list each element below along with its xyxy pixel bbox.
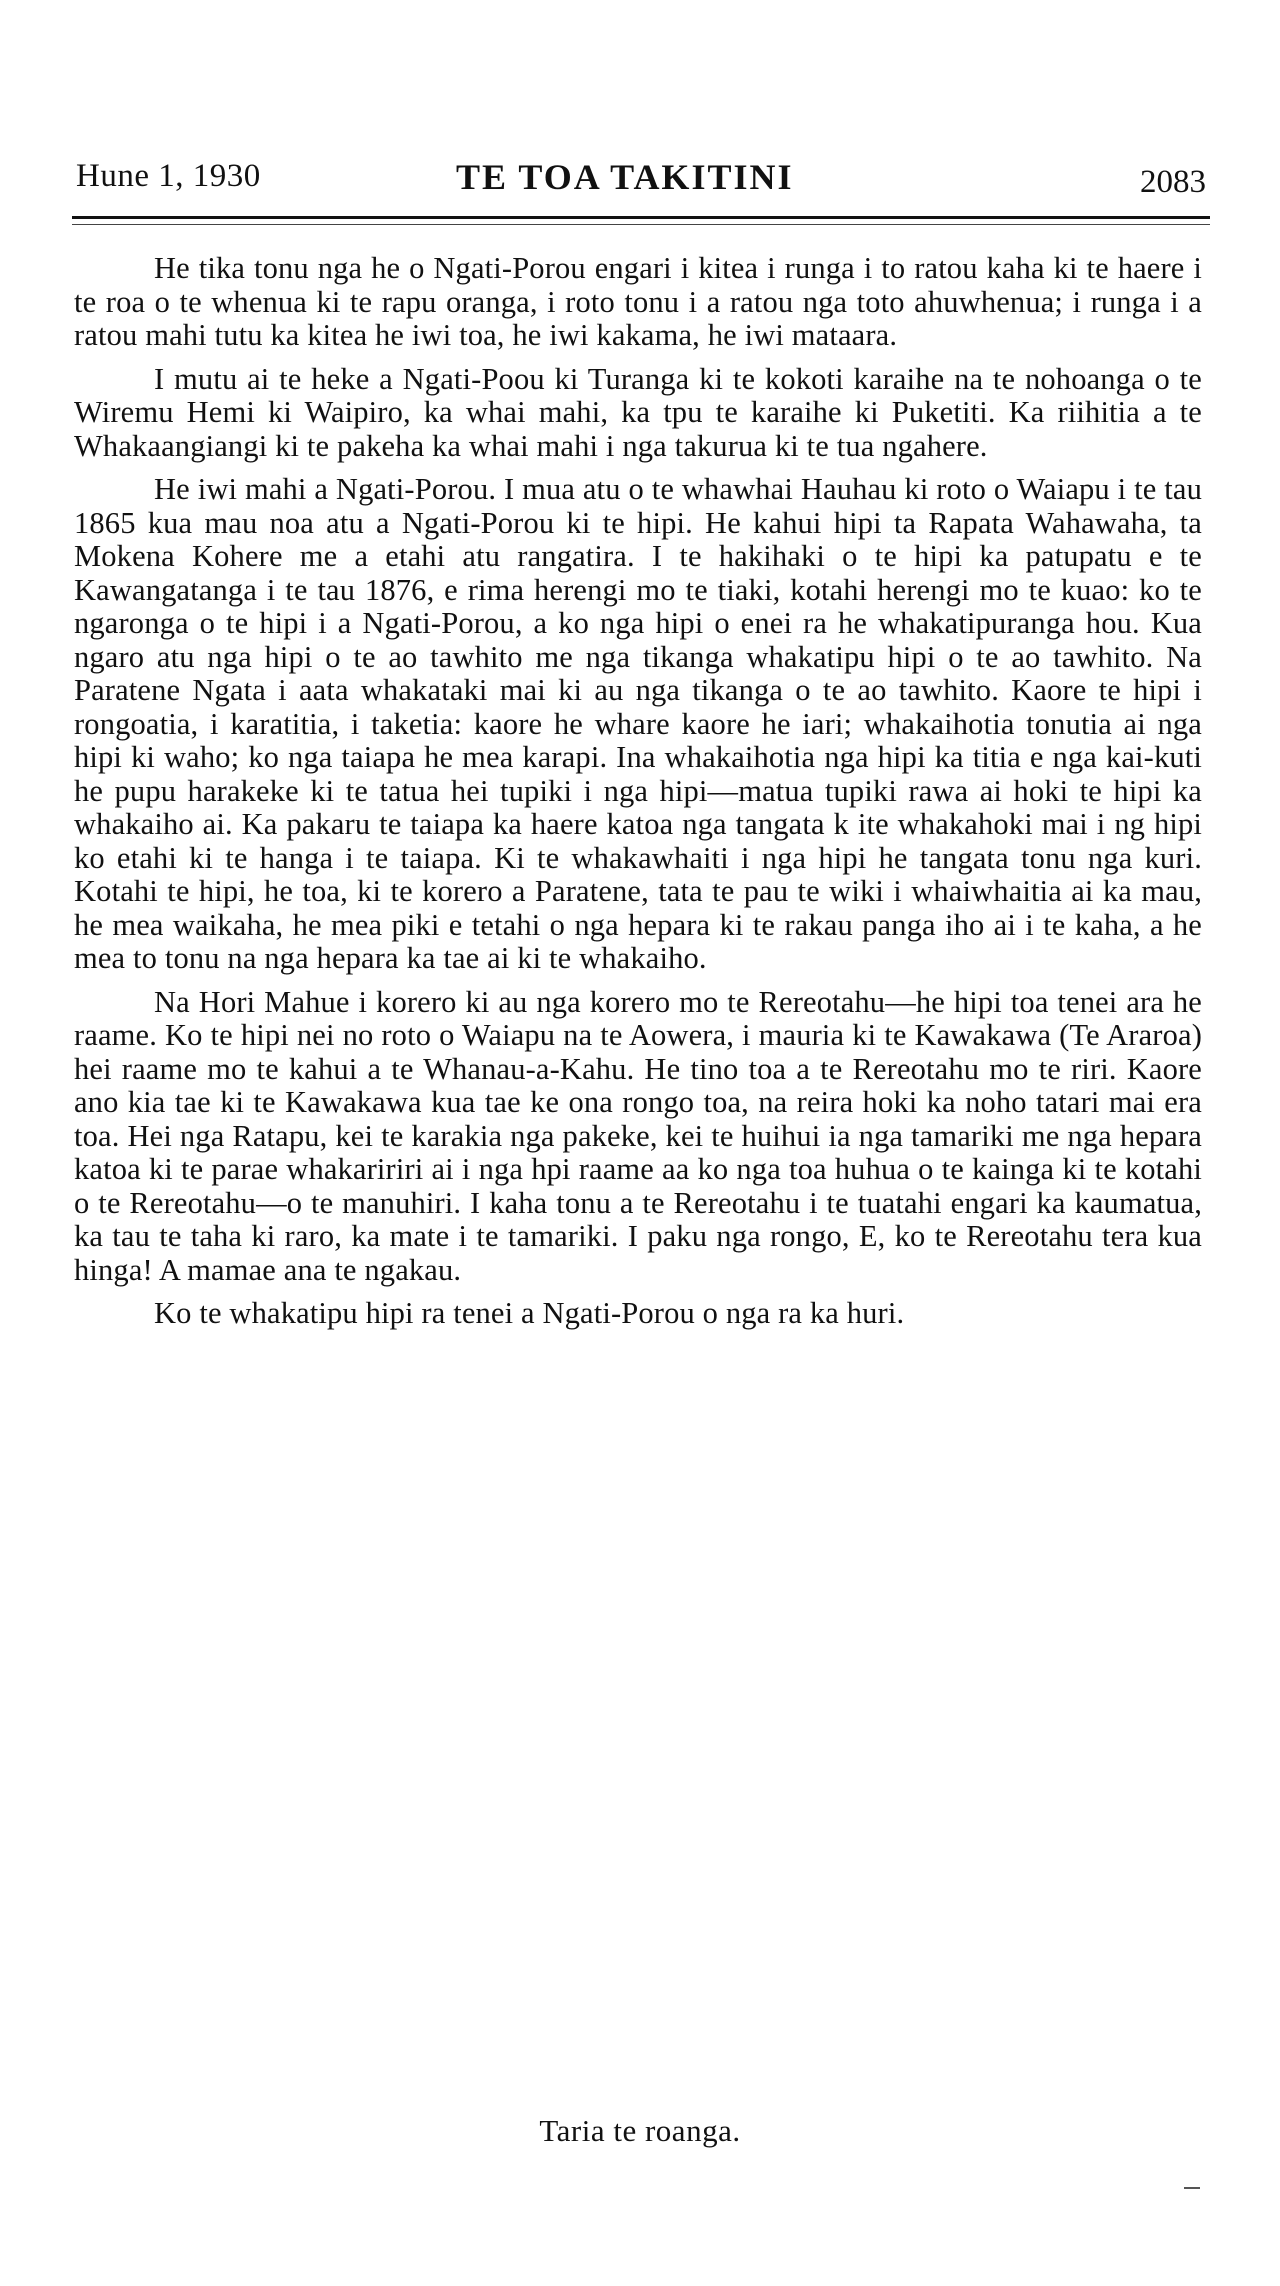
publication-title: TE TOA TAKITINI xyxy=(456,157,794,197)
page-header xyxy=(76,158,1206,206)
header-rule-thin xyxy=(72,224,1210,225)
paragraph: Na Hori Mahue i korero ki au nga korero mo te Rereotahu—he hipi toa tenei ara he raame. Ko te hipi nei no roto o Waiapu na te Aowera, i mauria ki te Kawakawa (Te Araroa) hei raame mo te kahui a te Whanau-a-Kahu. He tino toa a te Rereotahu mo te riri. Kaore ano kia tae ki te Kawakawa kua tae ke ona rongo toa, na reira hoki ka noho tatari mai era toa. Hei nga Ratapu, kei te karakia nga pakeke, kei te huihui ia nga tamariki me nga hepara katoa ki te parae whakaririri ai i nga hpi raame aa ko nga toa huhua o te kainga ki te kotahi o te Rereotahu—o te manuhiri. I kaha tonu a te Rereotahu i te tuatahi engari ka kaumatua, ka tau te taha ki raro, ka mate i te tamariki. I paku nga rongo, E, ko te Rereotahu tera kua hinga! A mamae ana te ngakau. xyxy=(74,984,1202,1287)
paragraph: He iwi mahi a Ngati-Porou. I mua atu o te whawhai Hauhau ki roto o Waiapu i te tau 1865 kua mau noa atu a Ngati-Porou ki te hipi. He kahui hipi ta Rapata Wahawaha, ta Mokena Kohere me a etahi atu rangatira. I te hakihaki o te hipi ka patupatu e te Kawangatanga i te tau 1876, e rima herengi mo te tiaki, kotahi herengi mo te kuao: ko te ngaronga o te hipi i a Ngati-Porou, a ko nga hipi o enei ra he whakatipuranga hou. Kua ngaro atu nga hipi o te ao tawhito me nga tikanga whakatipu hipi o te ao tawhito. Na Paratene Ngata i aata whakataki mai ki au nga tikanga o te ao tawhito. Kaore te hipi i rongoatia, i karatitia, i taketia: kaore he whare kaore he iari; whakaihotia tonutia ai nga hipi ki waho; ko nga taiapa he mea karapi. Ina whakaihotia nga hipi ka titia e nga kai-kuti he pupu harakeke ki te tatua hei tupiki i nga hipi—matua tupiki rawa ai hoki te hipi ka whakaiho ai. Ka pakaru te taiapa ka haere katoa nga tangata k ite whakahoki mai i ng hipi ko etahi ki te hanga i te taiapa. Ki te whakawhaiti i nga hipi he tangata tonu nga kuri. Kotahi te hipi, he toa, ki te korero a Paratene, tata te pau te wiki i whaiwhaitia ai ka mau, he mea waikaha, he mea piki e tetahi o nga hepara ki te rakau panga iho ai i te kaha, a he mea to tonu na nga hepara ka tae ai ki te whakaiho. xyxy=(74,472,1202,975)
page-number: 2083 xyxy=(1140,164,1206,200)
print-mark xyxy=(1184,2187,1200,2189)
to-be-continued: Taria te roanga. xyxy=(539,2113,741,2148)
header-rule xyxy=(72,216,1210,219)
paragraph: I mutu ai te heke a Ngati-Poou ki Turanga ki te kokoti karaihe na te nohoanga o te Wiremu Hemi ki Waipiro, ka whai mahi, ka tpu te karaihe ki Puketiti. Ka riihitia a te Whakaangiangi ki te pakeha ka whai mahi i nga takurua ki te tua ngahere. xyxy=(74,361,1202,463)
issue-date: Hune 1, 1930 xyxy=(76,158,261,194)
paragraph: He tika tonu nga he o Ngati-Porou engari i kitea i runga i to ratou kaha ki te haere i te roa o te whenua ki te rapu oranga, i roto tonu i a ratou nga toto ahuwhenua; i runga i a ratou mahi tutu ka kitea he iwi toa, he iwi kakama, he iwi mataara. xyxy=(74,251,1202,352)
article-body xyxy=(74,252,1202,1341)
paragraph: Ko te whakatipu hipi ra tenei a Ngati-Porou o nga ra ka huri. xyxy=(154,1296,905,1330)
